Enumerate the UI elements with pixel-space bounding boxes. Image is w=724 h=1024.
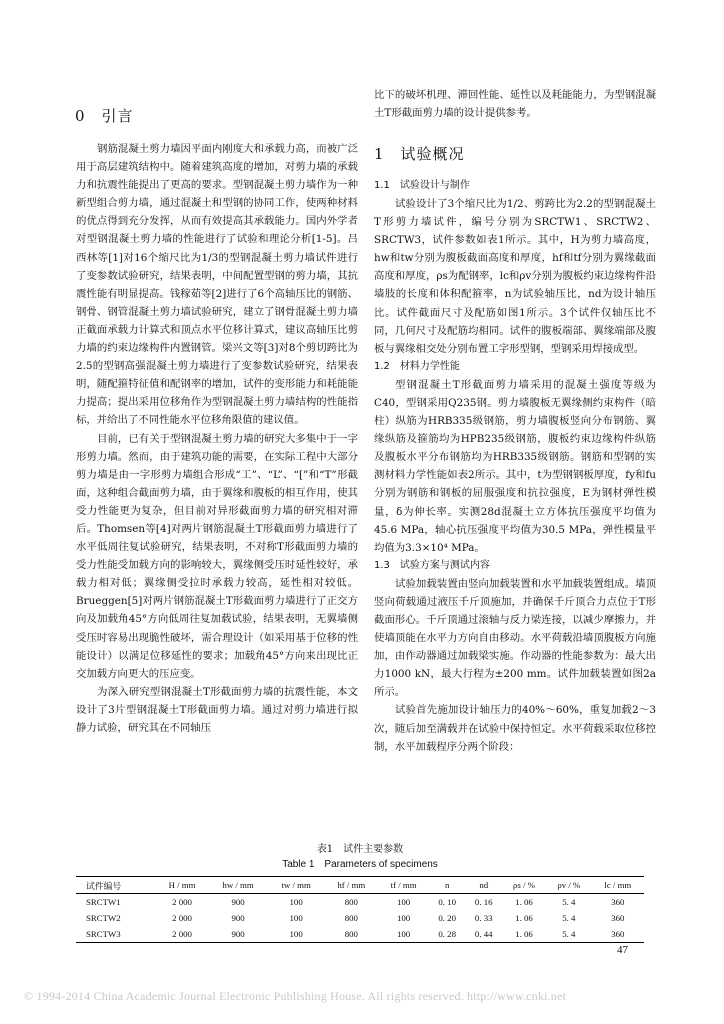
col-header: tf / mm [390,880,417,890]
page-number: 47 [617,944,628,956]
table-cell: 800 [344,897,358,907]
table-cell: 100 [289,929,303,939]
table-header-row [76,877,644,894]
table-cell: 5. 4 [562,913,576,923]
col-header: n [444,880,450,890]
table-cell: 5. 4 [562,929,576,939]
table-cell: 5. 4 [562,897,576,907]
section1-heading: 1 试验概况 [374,145,465,163]
col-header: ρs / % [513,880,535,890]
table-cell: 2 000 [172,929,192,939]
table-cell: 800 [344,913,358,923]
table-cell: 100 [289,913,303,923]
table-cell: 0. 10 [438,897,456,907]
subsection-paragraph: 试验首先施加设计轴压力的40%～60%，重复加载2～3次，随后加至满载并在试验中保持恒定。水平荷载采取位移控制，水平加载程序分两个阶段： [374,704,656,753]
table-cell: 900 [231,929,245,939]
intro-heading: 0 引言 [75,107,134,125]
table-cell: 100 [289,897,303,907]
table-cell: 100 [396,929,411,939]
table-row [76,926,644,943]
table-cell: 2 000 [172,897,192,907]
table-cell: 0. 16 [474,897,493,907]
subsection-heading: 1.1 试验设计与制作 [374,180,470,191]
table-cell: 1. 06 [515,897,533,907]
table-cell: 0. 28 [438,929,456,939]
subsection-paragraph: 型钢混凝土T形截面剪力墙采用的混凝土强度等级为C40，型钢采用Q235钢。剪力墙腹板无翼缘侧约束构件（暗柱）纵筋为HRB335级钢筋，剪力墙腹板竖向分布钢筋、翼缘纵筋及箍筋均为HPB235级钢筋，腹板约束边缘构件纵筋及腹板水平分布钢筋均为HRB335级钢筋。钢筋和型钢的实测材料力学性能如表2所示。其中，t为型钢钢板厚度，fy和fu分别为钢筋和钢板的屈服强度和抗拉强度，E为钢材弹性模量，δ为伸长率。实测28d混凝土立方体抗压强度平均值为45.6 MPa，轴心抗压强度平均值为30.5 MPa，弹性模量平均值为3.3×10⁴ MPa。 [374,378,656,554]
table-cell: 0. 33 [474,913,493,923]
table-row [76,894,644,911]
intro-paragraph: 钢筋混凝土剪力墙因平面内刚度大和承载力高，而被广泛用于高层建筑结构中。随着建筑高度的增加，对剪力墙的承载力和抗震性能提出了更高的要求。型钢混凝土剪力墙作为一种新型组合剪力墙，通过混凝土和型钢的协同工作，使两种材料的优点得到充分发挥，从而有效提高其承载能力。国内外学者对型钢混凝土剪力墙的性能进行了试验和理论分析[1-5]。吕西林等[1]对16个缩尺比为1/3的型钢混凝土剪力墙试件进行了变参数试验研究，结果表明，中间配置型钢的剪力墙，其抗震性能有明显提高。钱稼茹等[2]进行了6个高轴压比的钢筋、钢骨、钢管混凝土剪力墙试验研究，建立了钢骨混凝土剪力墙正截面承载力计算式和顶点水平位移计算式，建议高轴压比剪力墙的约束边缘构件内置钢管。梁兴文等[3]对8个剪切跨比为2.5的型钢高强混凝土剪力墙进行了变参数试验研究，结果表明，随配箍特征值和配钢率的增加，试件的变形能力和耗能能力提高；提出采用位移角作为型钢混凝土剪力墙结构的性能指标，并给出了不同性能水平位移角限值的建议值。 [76,143,358,427]
col-header: lc / mm [604,880,632,890]
table-cell: 0. 20 [438,913,456,923]
subsection-heading: 1.3 试验方案与测试内容 [374,559,490,571]
intro-paragraph: 为深入研究型钢混凝土T形截面剪力墙的抗震性能，本文设计了3片型钢混凝土T形截面剪力墙。通过对剪力墙进行拟静力试验，研究其在不同轴压 [76,685,358,734]
table-cell: 360 [611,897,625,907]
intro-paragraph: 目前，已有关于型钢混凝土剪力墙的研究大多集中于一字形剪力墙。然而，由于建筑功能的需要，在实际工程中大部分剪力墙是由一字形剪力墙组合形成“工”、“L”、“[”和“T”形截面，这种组合截面剪力墙，由于翼缘和腹板的相互作用，使其受力性能更为复杂，但目前对异形截面剪力墙的研究相对滞后。Thomsen等[4]对两片钢筋混凝土T形截面剪力墙进行了水平低周往复试验研究，结果表明，不对称T形截面剪力墙的受力性能受加载方向的影响较大，翼缘侧受压时延性较好，承载力相对低；翼缘侧受拉时承载力较高，延性相对较低。Brueggen[5]对两片钢筋混凝土T形截面剪力墙进行了正交方向及加载角45°方向低周往复加载试验，结果表明，无翼墙侧受压时容易出现脆性破坏，需合理设计（如采用基于位移的性能设计）以满足位移延性的要求；加载角45°方向来出现比正交加载方向更大的压应变。 [76,432,358,680]
col-header: tw / mm [281,880,311,890]
col-header: ρv / % [557,880,581,890]
table-cell: 360 [611,913,625,923]
col-header: hf / mm [337,880,366,890]
table-caption-en: Table 1 Parameters of specimens [282,859,438,870]
table-cell: SRCTW1 [86,897,121,907]
table-cell: SRCTW3 [86,929,121,939]
col-header: nd [479,880,489,890]
intro-body [76,140,358,737]
section1-body [374,177,656,756]
table-cell: 2 000 [172,913,192,923]
col-header: 试件编号 [86,880,122,891]
table-cell: 100 [396,913,411,923]
table-cell: 1. 06 [515,913,533,923]
parameters-table [76,876,644,943]
subsection-paragraph: 试验加载装置由竖向加载装置和水平加载装置组成。墙顶竖向荷载通过液压千斤顶施加，并确保千斤顶合力点位于T形截面形心。千斤顶通过滚轴与反力梁连接，以减少摩擦力，并使墙顶能在水平力方向自由移动。水平荷载沿墙顶腹板方向施加，由作动器通过加载梁实施。作动器的性能参数为：最大出力1000 kN，最大行程为±200 mm。试件加载装置如图2a所示。 [374,577,656,699]
table-cell: 800 [344,929,358,939]
subsection-heading: 1.2 材料力学性能 [374,360,460,372]
table-caption-cn: 表1 试件主要参数 [316,844,404,855]
table-cell: 1. 06 [515,929,533,939]
col-header: hw / mm [222,880,254,890]
table-cell: 360 [611,929,625,939]
table-cell: 0. 44 [474,929,493,939]
table1 [76,842,644,943]
table-row [76,910,644,926]
continued-paragraph: 比下的破坏机理、滞回性能、延性以及耗能能力，为型钢混凝土T形截面剪力墙的设计提供参考。 [374,89,656,120]
col-header: H / mm [168,880,196,890]
copyright-footer: © 1994-2014 China Academic Journal Electronic Publishing House. All rights reserved. http://www.cnki.net [24,989,567,1003]
table-cell: 900 [231,913,245,923]
table-cell: 900 [231,897,245,907]
table-cell: 100 [396,897,411,907]
subsection-paragraph: 试验设计了3个缩尺比为1/2、剪跨比为2.2的型钢混凝土T形剪力墙试件，编号分别为SRCTW1、SRCTW2、SRCTW3，试件参数如表1所示。其中，H为剪力墙高度，hw和tw分别为腹板截面高度和厚度，hf和tf分别为翼缘截面高度和厚度，ρs为配钢率，lc和ρv分别为腹板约束边缘构件沿墙肢的长度和体积配箍率，n为试验轴压比，nd为设计轴压比。试件截面尺寸及配筋如图1所示。3个试件仅轴压比不同，几何尺寸及配筋均相同。试件的腹板端部、翼缘端部及腹板与翼缘相交处分别布置工字形型钢，型钢采用焊接成型。 [374,198,656,355]
table-cell: SRCTW2 [86,913,121,923]
